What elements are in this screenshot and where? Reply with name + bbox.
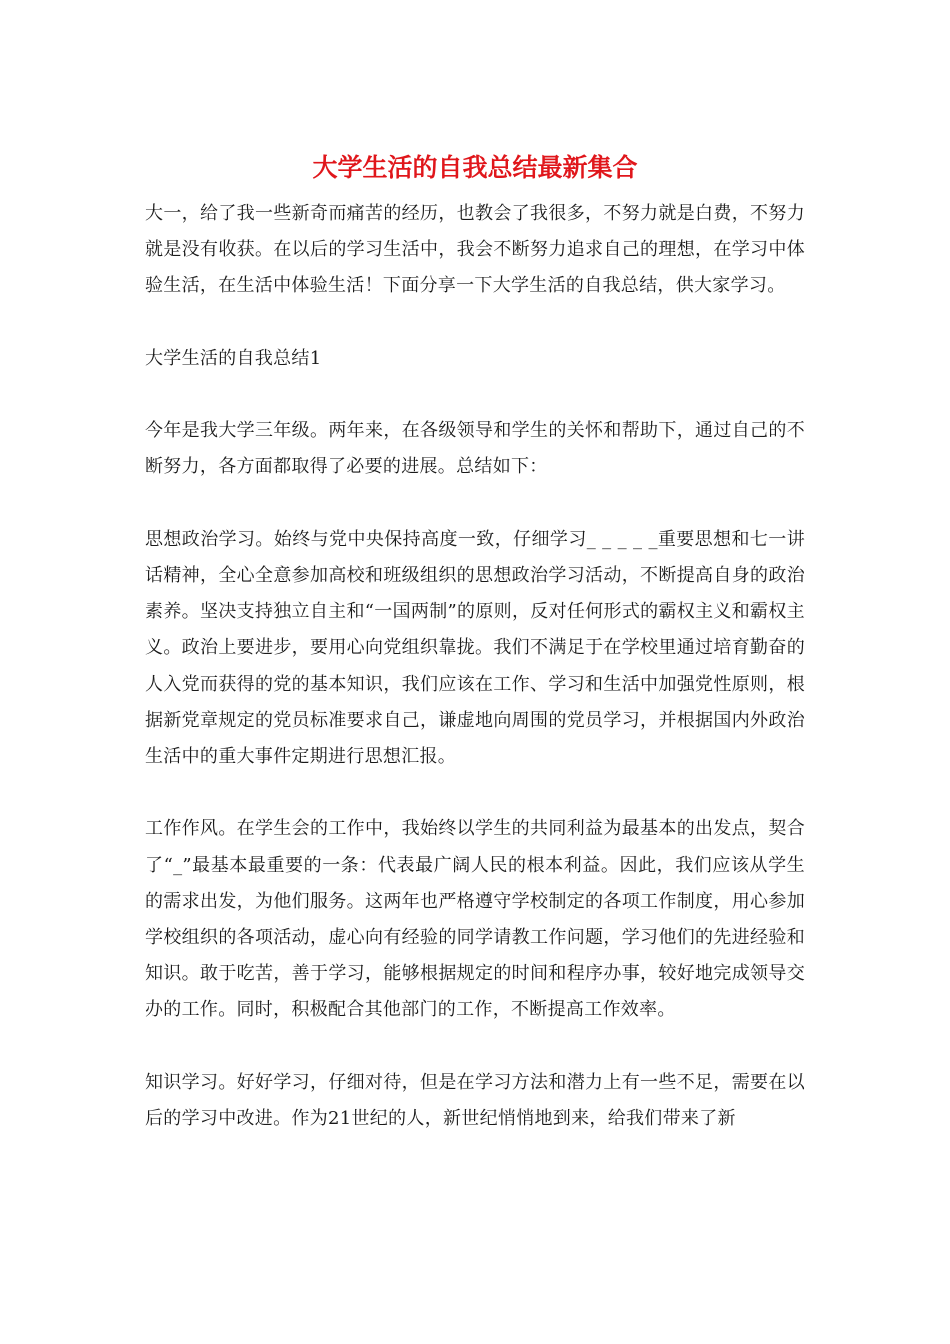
document-body xyxy=(145,196,805,1173)
intro-paragraph: 大一，给了我一些新奇而痛苦的经历，也教会了我很多，不努力就是白费，不努力就是没有收获。在以后的学习生活中，我会不断努力追求自己的理想，在学习中体验生活，在生活中体验生活！下面分享一下大学生活的自我总结，供大家学习。 xyxy=(145,203,805,297)
document-title: 大学生活的自我总结最新集合 xyxy=(312,153,638,182)
knowledge-study-paragraph: 知识学习。好好学习，仔细对待，但是在学习方法和潜力上有一些不足，需要在以后的学习中改进。作为21世纪的人，新世纪悄悄地到来，给我们带来了新 xyxy=(145,1071,805,1129)
political-study-paragraph: 思想政治学习。始终与党中央保持高度一致，仔细学习_ _ _ _ _重要思想和七一讲话精神，全心全意参加高校和班级组织的思想政治学习活动，不断提高自身的政治素养。坚决支持独立自主和“一国两制”的原则，反对任何形式的霸权主义和霸权主义。政治上要进步，要用心向党组织靠拢。我们不满足于在学校里通过培育勤奋的人入党而获得的党的基本知识，我们应该在工作、学习和生活中加强党性原则，根据新党章规定的党员标准要求自己，谦虚地向周围的党员学习，并根据国内外政治生活中的重大事件定期进行思想汇报。 xyxy=(145,528,805,767)
section-heading: 大学生活的自我总结1 xyxy=(145,347,322,369)
work-style-paragraph: 工作作风。在学生会的工作中，我始终以学生的共同利益为最基本的出发点，契合了“_”最基本最重要的一条：代表最广阔人民的根本利益。因此，我们应该从学生的需求出发，为他们服务。这两年也严格遵守学校制定的各项工作制度，用心参加学校组织的各项活动，虚心向有经验的同学请教工作问题，学习他们的先进经验和知识。敢于吃苦，善于学习，能够根据规定的时间和程序办事，较好地完成领导交办的工作。同时，积极配合其他部门的工作，不断提高工作效率。 xyxy=(145,818,805,1021)
summary-paragraph: 今年是我大学三年级。两年来，在各级领导和学生的关怀和帮助下，通过自己的不断努力，各方面都取得了必要的进展。总结如下： xyxy=(145,420,805,478)
